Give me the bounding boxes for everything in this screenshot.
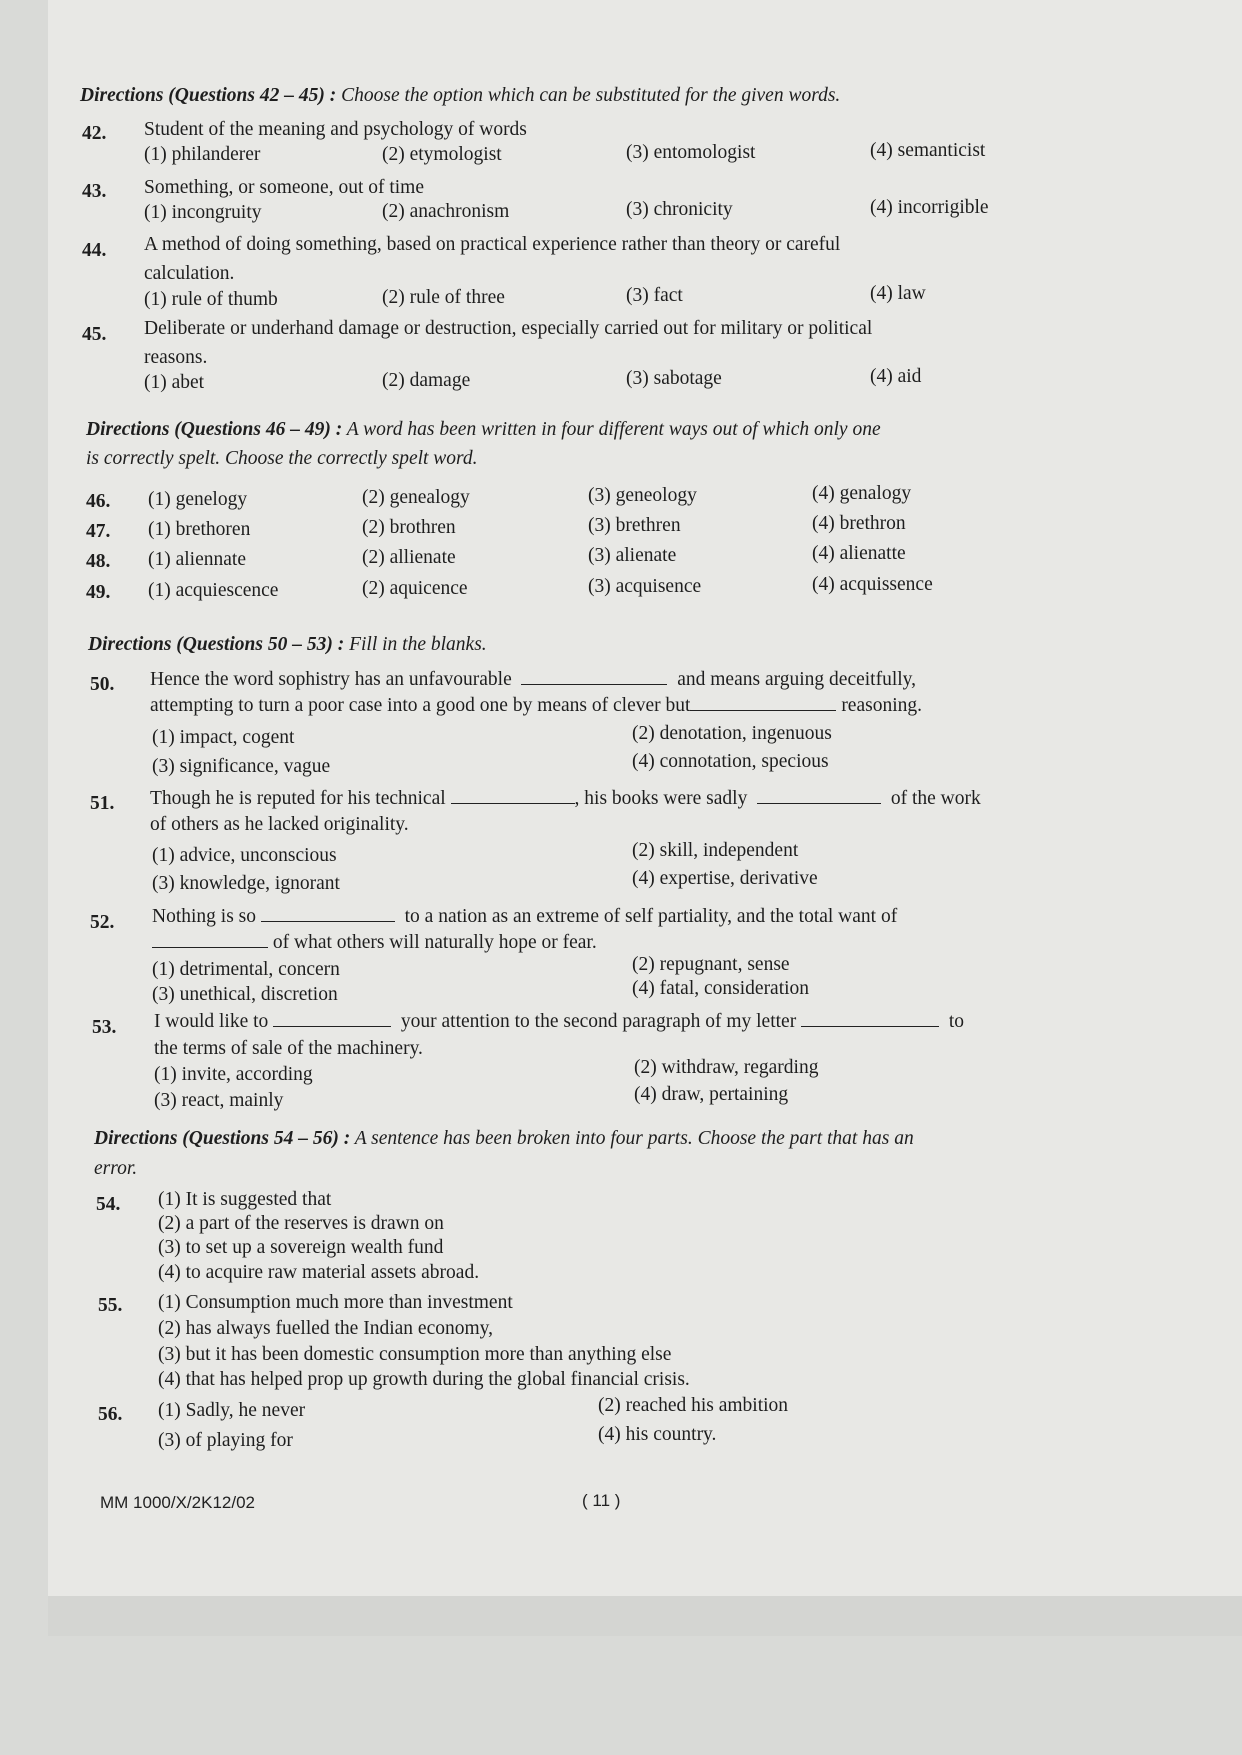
directions-46-49-cont: is correctly spelt. Choose the correctly spelt word. <box>86 448 478 469</box>
blank <box>273 1012 391 1027</box>
sentence-part: (1) Sadly, he never <box>158 1400 306 1421</box>
option: (4) expertise, derivative <box>632 868 818 889</box>
blank <box>261 907 395 922</box>
option: (4) draw, pertaining <box>634 1084 789 1105</box>
question-stem: Student of the meaning and psychology of words <box>144 119 527 140</box>
sentence-part: (2) has always fuelled the Indian economy, <box>158 1318 493 1339</box>
option: (1) invite, according <box>154 1064 313 1085</box>
directions-50-53: Directions (Questions 50 – 53) : Fill in the blanks. <box>88 634 487 655</box>
option: (3) acquisence <box>588 576 702 597</box>
option: (3) unethical, discretion <box>152 984 338 1005</box>
option: (1) aliennate <box>148 549 246 570</box>
sentence-part: (1) Consumption much more than investment <box>158 1292 513 1313</box>
blank <box>451 789 575 804</box>
question-stem: Nothing is so to a nation as an extreme of self partiality, and the total want of <box>152 906 898 927</box>
question-stem: Though he is reputed for his technical , his books were sadly of the work <box>150 788 981 809</box>
option: (2) etymologist <box>382 144 502 165</box>
question-number: 44. <box>82 240 107 261</box>
sentence-part: (4) his country. <box>598 1424 717 1445</box>
option: (4) aid <box>870 366 922 387</box>
option: (4) fatal, consideration <box>632 978 810 999</box>
option: (4) genalogy <box>812 483 912 504</box>
question-number: 52. <box>90 912 115 933</box>
sentence-part: (3) to set up a sovereign wealth fund <box>158 1237 444 1258</box>
option: (1) incongruity <box>144 202 262 223</box>
question-number: 46. <box>86 491 111 512</box>
question-stem: Something, or someone, out of time <box>144 177 425 198</box>
option: (4) alienatte <box>812 543 906 564</box>
question-stem: Deliberate or underhand damage or destruction, especially carried out for military or political <box>144 318 873 339</box>
option: (3) geneology <box>588 485 697 506</box>
option: (4) incorrigible <box>870 197 989 218</box>
option: (1) genelogy <box>148 489 248 510</box>
question-stem-cont: the terms of sale of the machinery. <box>154 1038 423 1059</box>
question-number: 43. <box>82 181 107 202</box>
option: (1) philanderer <box>144 144 261 165</box>
option: (2) skill, independent <box>632 840 799 861</box>
blank <box>690 696 836 711</box>
option: (1) brethoren <box>148 519 251 540</box>
option: (4) connotation, specious <box>632 751 829 772</box>
question-number: 54. <box>96 1194 121 1215</box>
question-stem: A method of doing something, based on practical experience rather than theory or careful <box>144 234 841 255</box>
question-number: 53. <box>92 1017 117 1038</box>
question-stem-cont: calculation. <box>144 263 235 284</box>
question-stem-cont: reasons. <box>144 347 208 368</box>
option: (2) brothren <box>362 517 456 538</box>
question-number: 56. <box>98 1404 123 1425</box>
question-stem: Hence the word sophistry has an unfavourable and means arguing deceitfully, <box>150 669 917 690</box>
option: (3) significance, vague <box>152 756 331 777</box>
question-stem: I would like to your attention to the second paragraph of my letter to <box>154 1011 964 1032</box>
directions-46-49: Directions (Questions 46 – 49) : A word has been written in four different ways out of which only one <box>86 419 881 440</box>
option: (1) detrimental, concern <box>152 959 340 980</box>
option: (1) impact, cogent <box>152 727 295 748</box>
question-number: 50. <box>90 674 115 695</box>
option: (2) genealogy <box>362 487 470 508</box>
option: (3) knowledge, ignorant <box>152 873 340 894</box>
blank <box>757 789 881 804</box>
sentence-part: (2) reached his ambition <box>598 1395 789 1416</box>
question-stem-cont: of what others will naturally hope or fear. <box>152 933 597 953</box>
option: (3) chronicity <box>626 199 733 220</box>
option: (4) acquissence <box>812 574 933 595</box>
option: (2) anachronism <box>382 201 510 222</box>
sentence-part: (4) that has helped prop up growth during the global financial crisis. <box>158 1369 690 1390</box>
sentence-part: (2) a part of the reserves is drawn on <box>158 1213 444 1234</box>
question-number: 55. <box>98 1295 123 1316</box>
option: (3) sabotage <box>626 368 722 389</box>
option: (2) allienate <box>362 547 456 568</box>
option: (2) damage <box>382 370 471 391</box>
option: (1) advice, unconscious <box>152 845 337 866</box>
question-number: 45. <box>82 324 107 345</box>
option: (1) rule of thumb <box>144 289 278 310</box>
question-number: 47. <box>86 521 111 542</box>
option: (3) entomologist <box>626 142 756 163</box>
question-number: 42. <box>82 123 107 144</box>
question-number: 48. <box>86 551 111 572</box>
blank <box>521 670 667 685</box>
option: (4) semanticist <box>870 140 986 161</box>
blank <box>152 933 268 948</box>
question-stem-cont: of others as he lacked originality. <box>150 814 409 835</box>
option: (2) withdraw, regarding <box>634 1057 819 1078</box>
sentence-part: (4) to acquire raw material assets abroad. <box>158 1262 480 1283</box>
option: (4) brethron <box>812 513 906 534</box>
option: (2) repugnant, sense <box>632 954 790 975</box>
option: (2) aquicence <box>362 578 468 599</box>
question-number: 51. <box>90 793 115 814</box>
option: (3) fact <box>626 285 683 306</box>
question-stem-cont: attempting to turn a poor case into a good one by means of clever but reasoning. <box>150 695 922 716</box>
directions-54-56-cont: error. <box>94 1158 138 1179</box>
option: (1) acquiescence <box>148 580 279 601</box>
option: (4) law <box>870 283 926 304</box>
option: (1) abet <box>144 372 205 393</box>
option: (2) rule of three <box>382 287 505 308</box>
question-number: 49. <box>86 582 111 603</box>
paper-code: MM 1000/X/2K12/02 <box>100 1493 255 1512</box>
option: (3) brethren <box>588 515 681 536</box>
sentence-part: (3) of playing for <box>158 1430 293 1451</box>
sentence-part: (1) It is suggested that <box>158 1189 332 1210</box>
blank <box>801 1012 939 1027</box>
directions-42-45: Directions (Questions 42 – 45) : Choose the option which can be substituted for the given words. <box>80 85 841 106</box>
option: (3) react, mainly <box>154 1090 284 1111</box>
option: (2) denotation, ingenuous <box>632 723 832 744</box>
page-number: ( 11 ) <box>582 1491 621 1510</box>
option: (3) alienate <box>588 545 677 566</box>
sentence-part: (3) but it has been domestic consumption more than anything else <box>158 1344 672 1365</box>
directions-54-56: Directions (Questions 54 – 56) : A sentence has been broken into four parts. Choose the part that has an <box>94 1128 914 1149</box>
